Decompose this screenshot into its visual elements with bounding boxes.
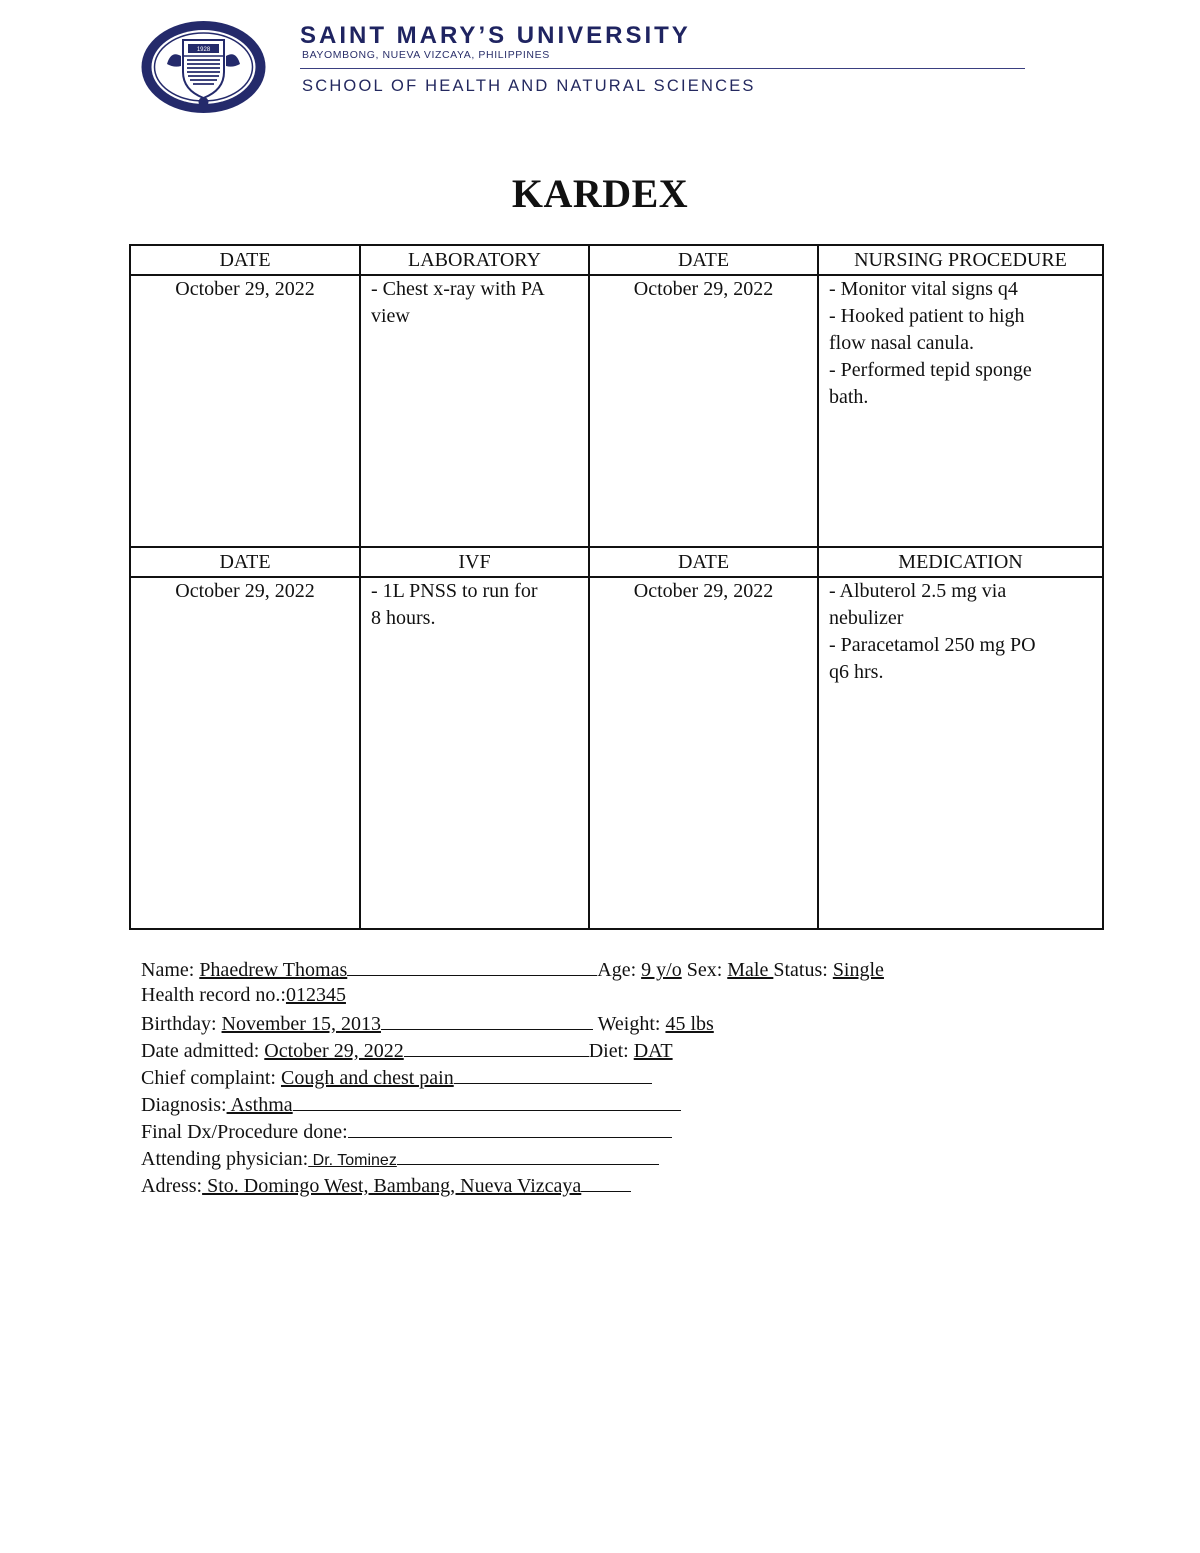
- column-header-date: DATE: [130, 547, 360, 577]
- attending-physician: Dr. Tominez: [308, 1152, 397, 1169]
- school-name: SCHOOL OF HEALTH AND NATURAL SCIENCES: [302, 77, 756, 95]
- procedure-date-cell: October 29, 2022: [589, 275, 818, 547]
- age-label: Age:: [597, 959, 642, 981]
- final-dx-line: [141, 1117, 1141, 1144]
- name-label: Name:: [141, 959, 200, 981]
- patient-weight: 45 lbs: [665, 1013, 714, 1035]
- date-admitted: October 29, 2022: [264, 1040, 404, 1062]
- university-name: SAINT MARY’S UNIVERSITY: [300, 22, 691, 49]
- patient-age: 9 y/o: [641, 959, 682, 981]
- chief-complaint-line: [141, 1063, 1141, 1090]
- procedure-line: bath.: [829, 386, 869, 408]
- birthday-line: [141, 1009, 1141, 1036]
- attending-physician-label: Attending physician:: [141, 1148, 309, 1170]
- address-line: [141, 1171, 1141, 1198]
- lab-date-cell: October 29, 2022: [130, 275, 360, 547]
- admitted-blank: [404, 1036, 589, 1057]
- column-header-medication: MEDICATION: [818, 547, 1103, 577]
- procedure-line: flow nasal canula.: [829, 332, 974, 354]
- kardex-table: [129, 244, 1104, 930]
- document-header: [0, 0, 1200, 130]
- svg-text:1928: 1928: [196, 47, 211, 53]
- physician-blank: [397, 1144, 659, 1165]
- patient-info: [141, 955, 1141, 1198]
- health-record-line: [141, 982, 1141, 1009]
- medication-line: q6 hrs.: [829, 661, 884, 683]
- diagnosis-label: Diagnosis:: [141, 1094, 227, 1116]
- diagnosis-line: [141, 1090, 1141, 1117]
- medication-line: - Paracetamol 250 mg PO: [829, 634, 1036, 656]
- medication-line: - Albuterol 2.5 mg via: [829, 580, 1007, 602]
- final-dx-label: Final Dx/Procedure done:: [141, 1121, 348, 1143]
- address-blank: [581, 1171, 631, 1192]
- nursing-procedure-cell: [818, 275, 1103, 547]
- procedure-line: - Hooked patient to high: [829, 305, 1025, 327]
- column-header-nursing-procedure: NURSING PROCEDURE: [818, 245, 1103, 275]
- final-dx-blank: [348, 1117, 672, 1138]
- chief-complaint: Cough and chest pain: [280, 1067, 454, 1089]
- university-seal-icon: [140, 20, 267, 114]
- column-header-laboratory: LABORATORY: [360, 245, 589, 275]
- diagnosis-blank: [293, 1090, 681, 1111]
- column-header-date: DATE: [589, 245, 818, 275]
- attending-physician-line: [141, 1144, 1141, 1171]
- health-record-number: 012345: [285, 984, 346, 1006]
- birthday-blank: [381, 1009, 593, 1030]
- column-header-date: DATE: [589, 547, 818, 577]
- name-line: [141, 955, 1141, 982]
- name-blank: [347, 955, 597, 976]
- column-header-ivf: IVF: [360, 547, 589, 577]
- complaint-blank: [454, 1063, 652, 1084]
- patient-status: Single: [832, 959, 884, 981]
- diet-label: Diet:: [588, 1040, 634, 1062]
- date-admitted-label: Date admitted:: [141, 1040, 265, 1062]
- chief-complaint-label: Chief complaint:: [141, 1067, 281, 1089]
- patient-address: Sto. Domingo West, Bambang, Nueva Vizcaya: [202, 1175, 582, 1197]
- weight-label: Weight:: [592, 1013, 666, 1035]
- date-admitted-line: [141, 1036, 1141, 1063]
- patient-birthday: November 15, 2013: [221, 1013, 381, 1035]
- table-header-row-top: [130, 245, 1103, 275]
- procedure-line: - Performed tepid sponge: [829, 359, 1032, 381]
- table-header-row-bottom: [130, 547, 1103, 577]
- laboratory-line: - Chest x-ray with PA: [371, 278, 545, 300]
- ivf-line: - 1L PNSS to run for: [371, 580, 538, 602]
- ivf-line: 8 hours.: [371, 607, 436, 629]
- patient-sex: Male: [727, 959, 774, 981]
- table-row-bottom: [130, 577, 1103, 929]
- column-header-date: DATE: [130, 245, 360, 275]
- patient-diet: DAT: [633, 1040, 673, 1062]
- patient-name: Phaedrew Thomas: [199, 959, 348, 981]
- medication-line: nebulizer: [829, 607, 904, 629]
- ivf-cell: [360, 577, 589, 929]
- address-label: Adress:: [141, 1175, 203, 1197]
- procedure-line: - Monitor vital signs q4: [829, 278, 1018, 300]
- birthday-label: Birthday:: [141, 1013, 222, 1035]
- ivf-date-cell: October 29, 2022: [130, 577, 360, 929]
- document-title: KARDEX: [511, 171, 689, 216]
- table-row-top: [130, 275, 1103, 547]
- university-address: BAYOMBONG, NUEVA VIZCAYA, PHILIPPINES: [302, 49, 550, 61]
- diagnosis-value: Asthma: [226, 1094, 293, 1116]
- medication-date-cell: October 29, 2022: [589, 577, 818, 929]
- status-label: Status:: [773, 959, 833, 981]
- sex-label: Sex:: [681, 959, 728, 981]
- health-record-label: Health record no.:: [141, 984, 286, 1006]
- laboratory-cell: [360, 275, 589, 547]
- header-divider: [300, 68, 1025, 69]
- medication-cell: [818, 577, 1103, 929]
- laboratory-line: view: [371, 305, 410, 327]
